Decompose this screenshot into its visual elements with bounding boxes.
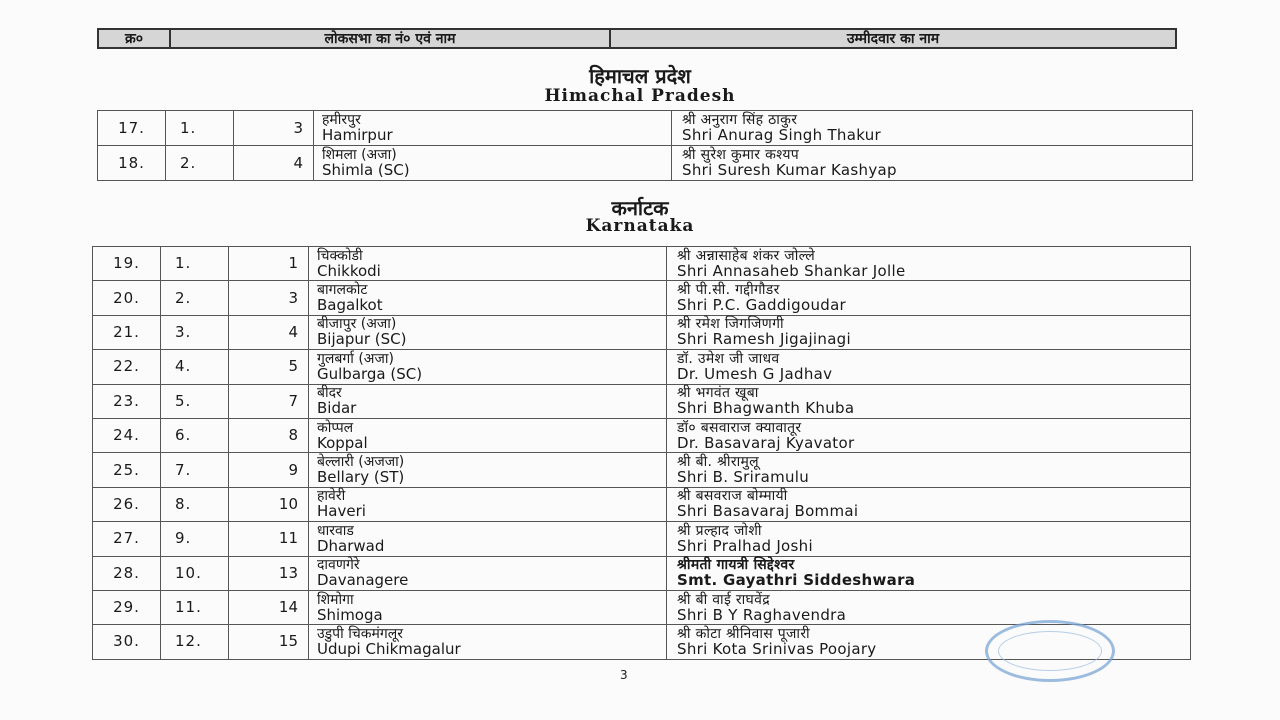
constituency-name bbox=[309, 556, 667, 590]
constituency-name bbox=[309, 281, 667, 315]
serial-number: 28. bbox=[93, 556, 161, 590]
karnataka-table bbox=[92, 246, 1191, 660]
table-row bbox=[98, 111, 1193, 146]
candidate-name-english: Shri P.C. Gaddigoudar bbox=[677, 296, 847, 315]
candidate-name bbox=[667, 487, 1191, 521]
state-serial: 6. bbox=[161, 418, 229, 452]
state-serial: 2. bbox=[161, 281, 229, 315]
state-serial: 4. bbox=[161, 350, 229, 384]
state-serial: 1. bbox=[161, 247, 229, 281]
candidate-name-english: Shri Basavaraj Bommai bbox=[677, 502, 859, 521]
state-serial: 5. bbox=[161, 384, 229, 418]
candidate-name-hindi: श्री रमेश जिगजिणगी bbox=[677, 316, 784, 333]
constituency-number: 1 bbox=[229, 247, 309, 281]
constituency-name-english: Udupi Chikmagalur bbox=[317, 639, 461, 658]
candidate-name-english: Smt. Gayathri Siddeshwara bbox=[677, 571, 916, 590]
state-serial: 10. bbox=[161, 556, 229, 590]
candidate-name-hindi: डॉ. उमेश जी जाधव bbox=[677, 350, 780, 367]
serial-number: 21. bbox=[93, 315, 161, 349]
constituency-number: 3 bbox=[234, 111, 314, 146]
candidate-name bbox=[667, 418, 1191, 452]
table-row bbox=[93, 556, 1191, 590]
candidate-name-english: Shri Anurag Singh Thakur bbox=[682, 126, 882, 144]
constituency-number: 13 bbox=[229, 556, 309, 590]
table-row bbox=[93, 453, 1191, 487]
candidate-name-english: Shri Pralhad Joshi bbox=[677, 536, 813, 555]
serial-number: 27. bbox=[93, 522, 161, 556]
candidate-name bbox=[667, 384, 1191, 418]
constituency-number: 8 bbox=[229, 418, 309, 452]
constituency-name bbox=[309, 315, 667, 349]
table-row bbox=[93, 281, 1191, 315]
candidate-name-hindi: श्रीमती गायत्री सिद्देश्वर bbox=[677, 557, 795, 574]
constituency-name bbox=[309, 418, 667, 452]
constituency-name-english: Hamirpur bbox=[322, 126, 393, 144]
constituency-name bbox=[309, 247, 667, 281]
constituency-name-hindi: बीजापुर (अजा) bbox=[317, 316, 397, 333]
candidate-name-hindi: श्री बी वाई राघवेंद्र bbox=[677, 591, 770, 608]
constituency-name bbox=[314, 111, 672, 146]
candidate-name bbox=[672, 111, 1193, 146]
table-row bbox=[93, 247, 1191, 281]
constituency-number: 5 bbox=[229, 350, 309, 384]
candidate-name-english: Shri Suresh Kumar Kashyap bbox=[682, 161, 897, 179]
candidate-name-english: Shri Kota Srinivas Poojary bbox=[677, 639, 877, 658]
candidate-name-hindi: डॉ० बसवाराज क्यावातूर bbox=[677, 419, 802, 436]
constituency-name-english: Bellary (ST) bbox=[317, 468, 405, 487]
constituency-name-english: Chikkodi bbox=[317, 261, 381, 280]
candidate-name bbox=[667, 247, 1191, 281]
candidate-name-hindi: श्री सुरेश कुमार कश्यप bbox=[682, 147, 800, 163]
table-row bbox=[93, 487, 1191, 521]
candidate-name bbox=[667, 453, 1191, 487]
constituency-name-english: Dharwad bbox=[317, 536, 385, 555]
constituency-number: 4 bbox=[229, 315, 309, 349]
table-row bbox=[93, 590, 1191, 624]
constituency-number: 3 bbox=[229, 281, 309, 315]
serial-number: 30. bbox=[93, 625, 161, 659]
constituency-name-hindi: बेल्लारी (अजजा) bbox=[317, 454, 405, 471]
page-number: 3 bbox=[620, 668, 628, 682]
office-stamp bbox=[985, 620, 1115, 682]
constituency-name-english: Koppal bbox=[317, 433, 368, 452]
state-title-himachal-english: Himachal Pradesh bbox=[544, 86, 736, 106]
constituency-name-hindi: धारवाड bbox=[317, 522, 354, 539]
constituency-name-hindi: कोप्पल bbox=[317, 419, 354, 436]
constituency-name-hindi: शिमला (अजा) bbox=[322, 147, 397, 163]
serial-number: 23. bbox=[93, 384, 161, 418]
candidate-name bbox=[672, 146, 1193, 181]
constituency-name bbox=[309, 453, 667, 487]
constituency-number: 7 bbox=[229, 384, 309, 418]
constituency-name-hindi: बीदर bbox=[317, 385, 342, 402]
constituency-name-english: Davanagere bbox=[317, 571, 409, 590]
candidate-name-hindi: श्री कोटा श्रीनिवास पूजारी bbox=[677, 625, 810, 642]
candidate-name-hindi: श्री बी. श्रीरामुलू bbox=[677, 454, 759, 471]
constituency-number: 15 bbox=[229, 625, 309, 659]
header-candidate: उम्मीदवार का नाम bbox=[846, 31, 940, 47]
state-serial: 11. bbox=[161, 590, 229, 624]
candidate-name-english: Shri Ramesh Jigajinagi bbox=[677, 330, 851, 349]
constituency-number: 4 bbox=[234, 146, 314, 181]
state-serial: 3. bbox=[161, 315, 229, 349]
state-title-karnataka-hindi: कर्नाटक bbox=[611, 196, 669, 220]
state-title-karnataka-english: Karnataka bbox=[585, 216, 695, 236]
table-header bbox=[97, 28, 1177, 49]
serial-number: 22. bbox=[93, 350, 161, 384]
constituency-name-english: Bagalkot bbox=[317, 296, 383, 315]
serial-number: 20. bbox=[93, 281, 161, 315]
table-row bbox=[98, 146, 1193, 181]
table-row bbox=[93, 315, 1191, 349]
constituency-name-english: Shimla (SC) bbox=[322, 161, 410, 179]
state-serial: 7. bbox=[161, 453, 229, 487]
constituency-number: 9 bbox=[229, 453, 309, 487]
constituency-name-hindi: गुलबर्गा (अजा) bbox=[317, 350, 394, 367]
constituency-name-hindi: हावेरी bbox=[317, 488, 346, 505]
candidate-name bbox=[667, 522, 1191, 556]
serial-number: 26. bbox=[93, 487, 161, 521]
himachal-table bbox=[97, 110, 1193, 181]
constituency-name-hindi: शिमोगा bbox=[317, 591, 354, 608]
serial-number: 29. bbox=[93, 590, 161, 624]
constituency-name bbox=[309, 487, 667, 521]
constituency-name bbox=[309, 590, 667, 624]
serial-number: 19. bbox=[93, 247, 161, 281]
state-serial: 8. bbox=[161, 487, 229, 521]
candidate-name-hindi: श्री बसवराज बोम्मायी bbox=[677, 488, 788, 505]
constituency-name-hindi: चिक्कोडी bbox=[317, 247, 363, 264]
constituency-number: 11 bbox=[229, 522, 309, 556]
candidate-name-hindi: श्री पी.सी. गद्दीगौडर bbox=[677, 282, 780, 299]
constituency-name-hindi: दावणगेरे bbox=[317, 557, 360, 574]
state-serial: 1. bbox=[166, 111, 234, 146]
constituency-name bbox=[309, 522, 667, 556]
constituency-name bbox=[309, 350, 667, 384]
constituency-number: 14 bbox=[229, 590, 309, 624]
header-serial: क्र० bbox=[99, 30, 171, 47]
candidate-name-english: Shri B. Sriramulu bbox=[677, 468, 810, 487]
candidate-name-hindi: श्री अन्नासाहेब शंकर जोल्ले bbox=[677, 247, 816, 264]
candidate-name-english: Shri B Y Raghavendra bbox=[677, 605, 847, 624]
candidate-name-hindi: श्री भगवंत खूबा bbox=[677, 385, 759, 402]
constituency-name-english: Bidar bbox=[317, 399, 357, 418]
constituency-name-english: Shimoga bbox=[317, 605, 383, 624]
constituency-name-english: Bijapur (SC) bbox=[317, 330, 407, 349]
table-row bbox=[93, 418, 1191, 452]
candidate-name-hindi: श्री अनुराग सिंह ठाकुर bbox=[682, 112, 798, 128]
candidate-name bbox=[667, 556, 1191, 590]
constituency-name-english: Haveri bbox=[317, 502, 366, 521]
candidate-name bbox=[667, 350, 1191, 384]
table-row bbox=[93, 350, 1191, 384]
candidate-name bbox=[667, 590, 1191, 624]
candidate-name bbox=[667, 315, 1191, 349]
table-row bbox=[93, 384, 1191, 418]
candidate-name-english: Dr. Basavaraj Kyavator bbox=[677, 433, 855, 452]
constituency-name-hindi: बागलकोट bbox=[317, 282, 368, 299]
state-serial: 2. bbox=[166, 146, 234, 181]
constituency-name-hindi: हमीरपुर bbox=[322, 112, 361, 128]
serial-number: 17. bbox=[98, 111, 166, 146]
header-constituency: लोकसभा का नं० एवं नाम bbox=[171, 30, 611, 47]
candidate-name-hindi: श्री प्रल्हाद जोशी bbox=[677, 522, 762, 539]
serial-number: 24. bbox=[93, 418, 161, 452]
constituency-name bbox=[314, 146, 672, 181]
table-row bbox=[93, 522, 1191, 556]
candidate-name bbox=[667, 281, 1191, 315]
constituency-name-english: Gulbarga (SC) bbox=[317, 364, 423, 383]
constituency-name-hindi: उडुपी चिकमंगलूर bbox=[317, 625, 403, 642]
candidate-name-english: Shri Bhagwanth Khuba bbox=[677, 399, 855, 418]
candidate-name-english: Dr. Umesh G Jadhav bbox=[677, 364, 833, 383]
state-serial: 9. bbox=[161, 522, 229, 556]
serial-number: 18. bbox=[98, 146, 166, 181]
serial-number: 25. bbox=[93, 453, 161, 487]
constituency-number: 10 bbox=[229, 487, 309, 521]
candidate-name-english: Shri Annasaheb Shankar Jolle bbox=[677, 261, 906, 280]
state-serial: 12. bbox=[161, 625, 229, 659]
state-title-himachal-hindi: हिमाचल प्रदेश bbox=[589, 64, 691, 88]
constituency-name bbox=[309, 384, 667, 418]
constituency-name bbox=[309, 625, 667, 659]
